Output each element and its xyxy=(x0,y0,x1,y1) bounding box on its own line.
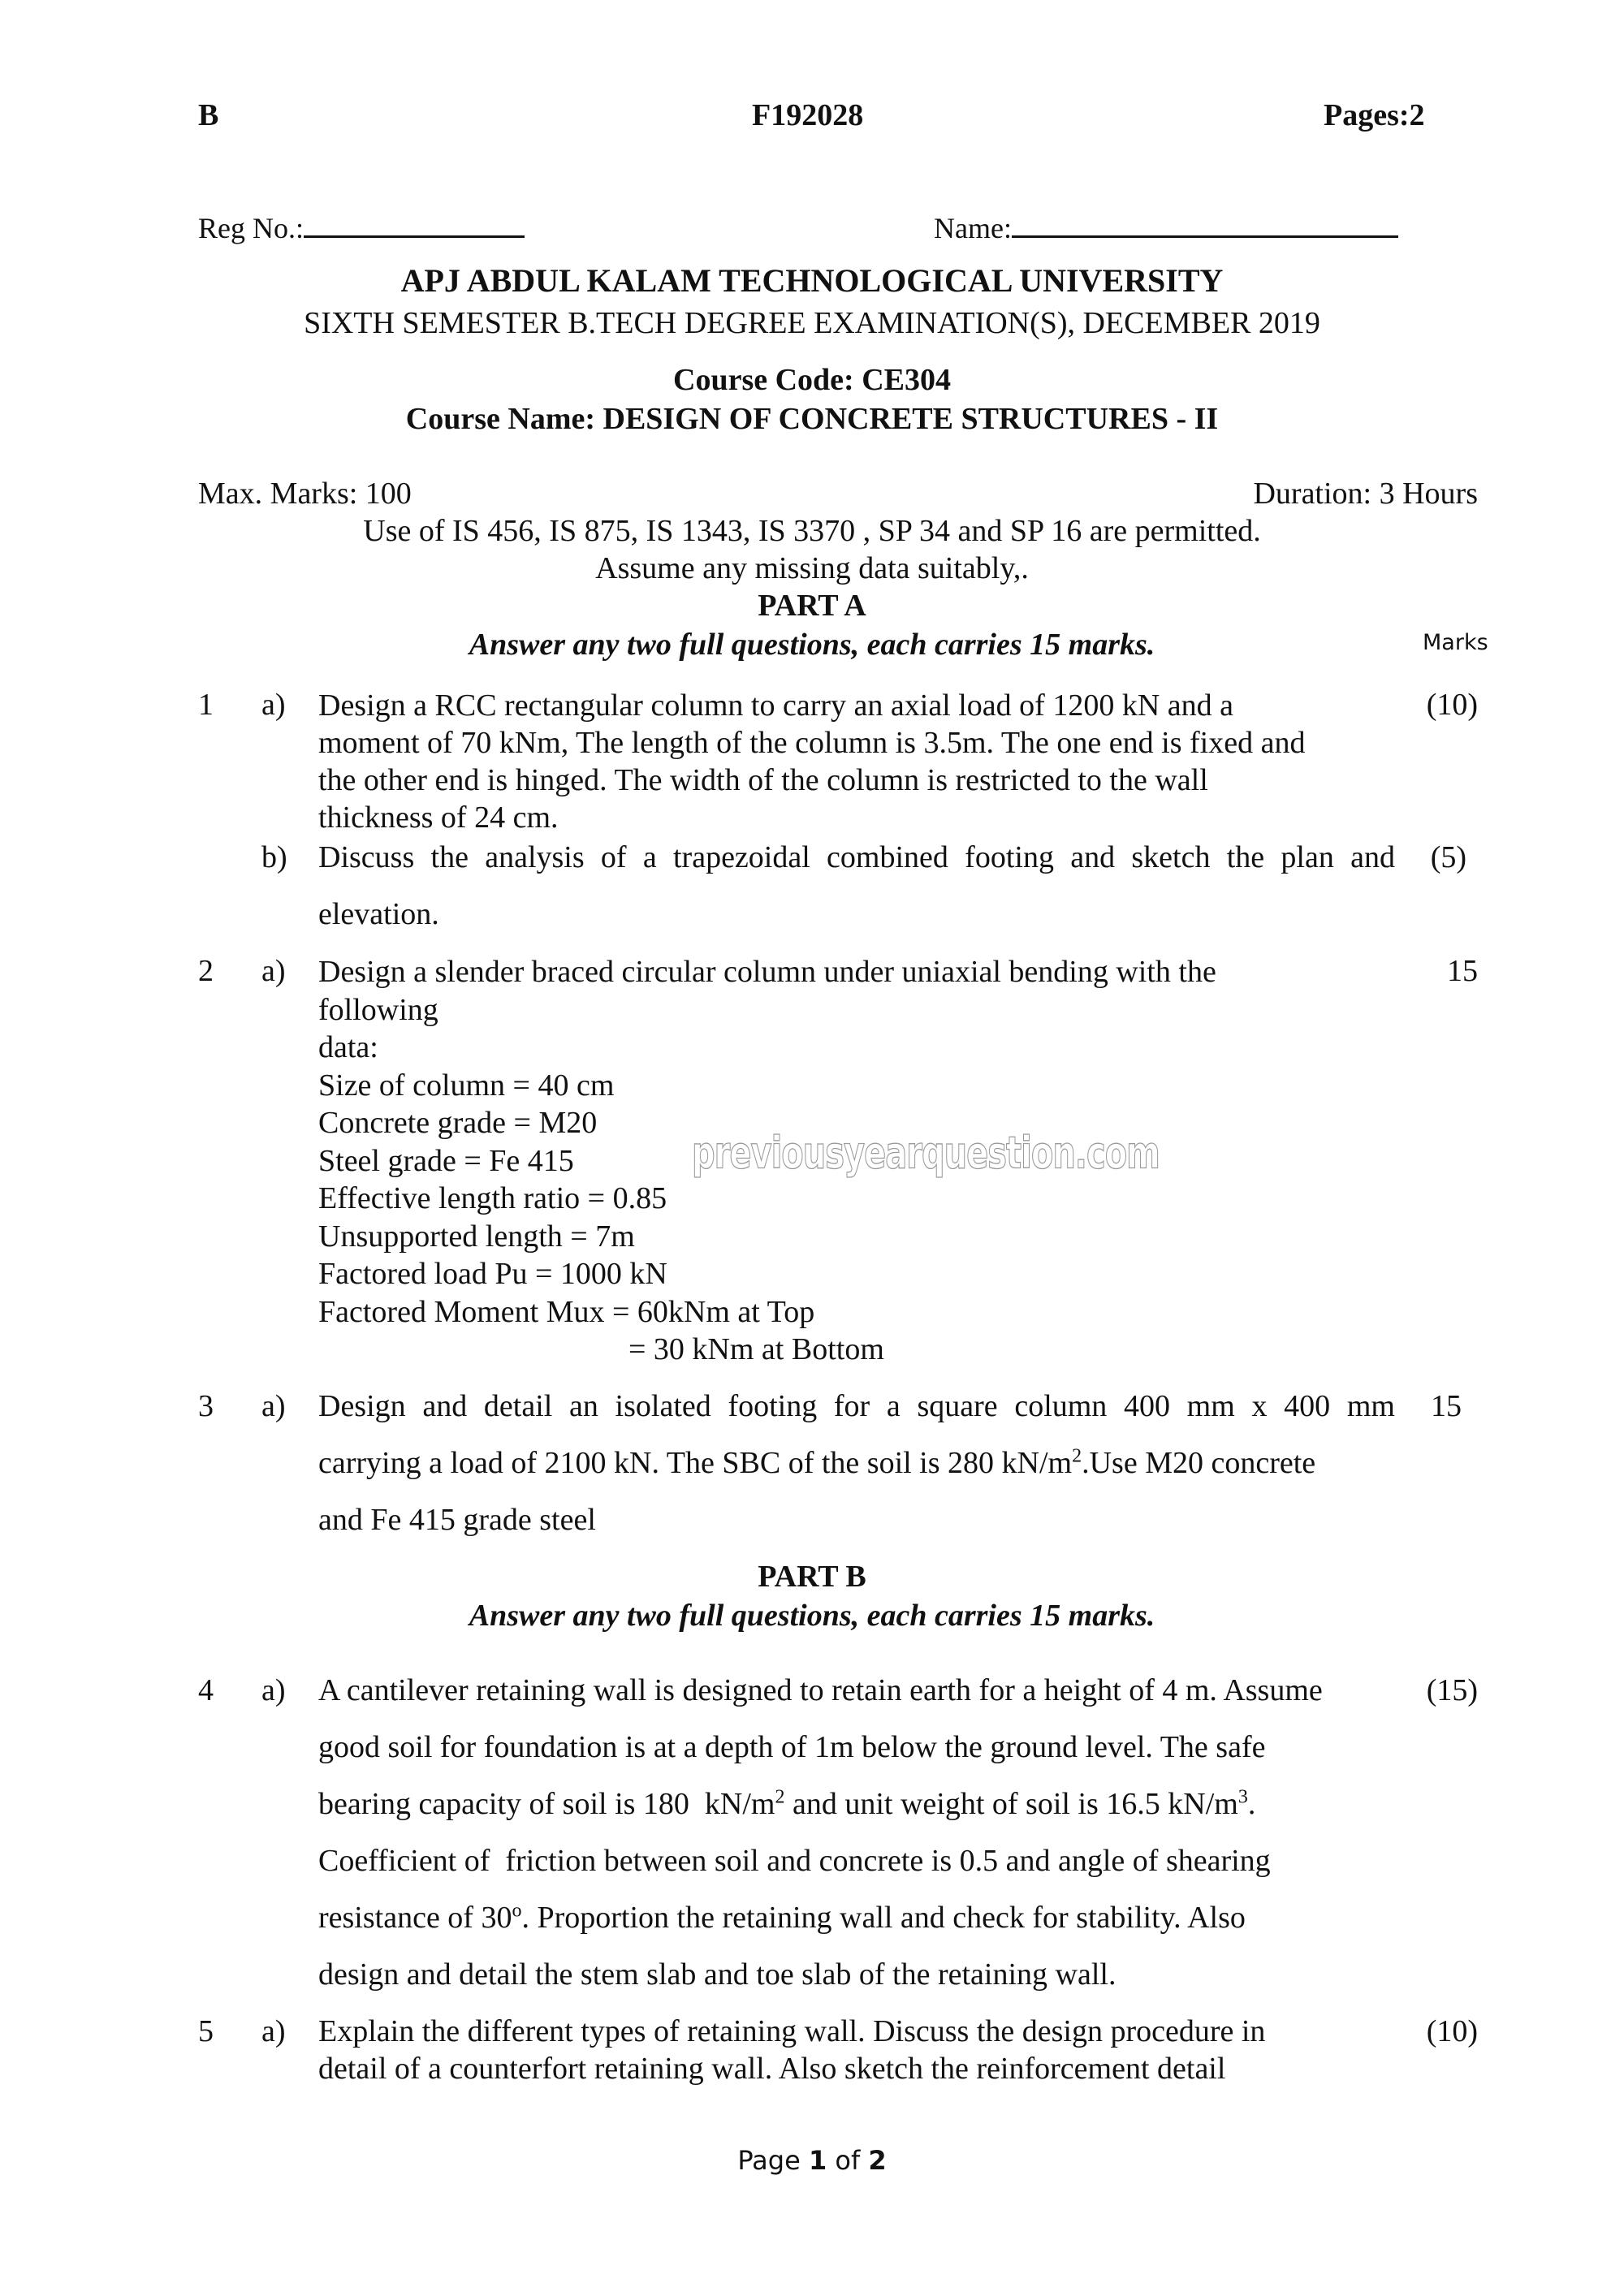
paper-code: F192028 xyxy=(752,98,864,132)
q4a-text: and unit weight of soil is 16.5 kN/m xyxy=(784,1787,1238,1821)
q4a-text: bearing capacity of soil is 180 kN/m xyxy=(318,1787,775,1821)
page-count: Pages:2 xyxy=(1324,98,1425,132)
q4a-label: a) xyxy=(261,1673,286,1707)
q4-number: 4 xyxy=(198,1673,214,1707)
q2a-line: Effective length ratio = 0.85 xyxy=(318,1181,667,1215)
university-title: APJ ABDUL KALAM TECHNOLOGICAL UNIVERSITY xyxy=(400,262,1224,299)
q2a-line: Design a slender braced circular column under uniaxial bending with the xyxy=(318,955,1216,989)
duration: Duration: 3 Hours xyxy=(1253,477,1478,511)
q2a-line: Steel grade = Fe 415 xyxy=(318,1143,574,1178)
reg-no-field xyxy=(198,208,525,245)
q3a-line: Design and detail an isolated footing for a square column 400 mm x 400 mm xyxy=(318,1389,1395,1423)
q1-number: 1 xyxy=(198,688,214,722)
q3a-text: .Use M20 concrete xyxy=(1082,1446,1316,1480)
course-name: Course Name: DESIGN OF CONCRETE STRUCTURES - II xyxy=(405,402,1219,436)
reg-no-label: Reg No.: xyxy=(198,212,304,244)
q1b-marks: (5) xyxy=(1430,840,1466,874)
q1b-label: b) xyxy=(261,840,287,874)
q1a-line: thickness of 24 cm. xyxy=(318,801,559,835)
q2a-line: Unsupported length = 7m xyxy=(318,1219,635,1254)
part-b-instruction: Answer any two full questions, each carries 15 marks. xyxy=(469,1599,1155,1633)
q5a-line: detail of a counterfort retaining wall. Also sketch the reinforcement detail xyxy=(318,2052,1226,2086)
q1a-line: the other end is hinged. The width of the column is restricted to the wall xyxy=(318,763,1208,797)
q5-marks: (10) xyxy=(1426,2014,1478,2048)
q2-marks: 15 xyxy=(1447,954,1478,988)
q2a-line: = 30 kNm at Bottom xyxy=(628,1332,884,1366)
set-letter: B xyxy=(198,98,219,132)
marks-header: Marks xyxy=(1423,630,1488,655)
page-footer xyxy=(0,2145,1624,2176)
q4a-superscript: 3 xyxy=(1237,1786,1248,1808)
q2a-line: Factored load Pu = 1000 kN xyxy=(318,1257,667,1291)
footer-page-total: 2 xyxy=(868,2145,887,2176)
part-a-instruction: Answer any two full questions, each carries 15 marks. xyxy=(469,628,1155,662)
q4a-line xyxy=(318,1900,1246,1936)
q4a-line: good soil for foundation is at a depth of 1m below the ground level. The safe xyxy=(318,1730,1266,1764)
q4a-line: design and detail the stem slab and toe slab of the retaining wall. xyxy=(318,1957,1116,1992)
q1a-marks: (10) xyxy=(1426,688,1478,722)
permitted-codes: Use of IS 456, IS 875, IS 1343, IS 3370 , SP 34 and SP 16 are permitted. xyxy=(363,514,1261,548)
q3-marks: 15 xyxy=(1431,1389,1462,1423)
watermark: previousyearquestion.com xyxy=(692,1129,1160,1180)
q3a-superscript: 2 xyxy=(1072,1445,1082,1467)
q4a-line: A cantilever retaining wall is designed to retain earth for a height of 4 m. Assume xyxy=(318,1673,1323,1707)
q4a-superscript: 2 xyxy=(775,1786,785,1808)
q4a-line: Coefficient of friction between soil and concrete is 0.5 and angle of shearing xyxy=(318,1844,1271,1878)
exam-title: SIXTH SEMESTER B.TECH DEGREE EXAMINATION(S), DECEMBER 2019 xyxy=(304,306,1320,340)
q5-number: 5 xyxy=(198,2014,214,2048)
name-field xyxy=(934,208,1398,245)
footer-text: of xyxy=(827,2145,869,2176)
q1a-text xyxy=(318,687,1305,836)
q2a-line: Factored Moment Mux = 60kNm at Top xyxy=(318,1294,815,1329)
part-b-title: PART B xyxy=(758,1560,866,1594)
q4a-line xyxy=(318,1786,1255,1822)
q4a-text: resistance of 30 xyxy=(318,1901,512,1935)
part-a-title: PART A xyxy=(758,589,866,623)
q2-number: 2 xyxy=(198,954,214,988)
q1b-line: Discuss the analysis of a trapezoidal combined footing and sketch the plan and xyxy=(318,840,1395,874)
q3-number: 3 xyxy=(198,1389,214,1423)
q1a-line: moment of 70 kNm, The length of the column is 3.5m. The one end is fixed and xyxy=(318,726,1306,760)
q3a-line: and Fe 415 grade steel xyxy=(318,1503,596,1537)
q2a-line: Concrete grade = M20 xyxy=(318,1106,598,1140)
q1a-line: Design a RCC rectangular column to carry an axial load of 1200 kN and a xyxy=(318,688,1233,723)
footer-page-number: 1 xyxy=(808,2145,827,2176)
q2a-line: data: xyxy=(318,1030,378,1064)
q5a-label: a) xyxy=(261,2014,286,2048)
footer-text: Page xyxy=(737,2145,809,2176)
q4a-superscript: o xyxy=(512,1900,522,1922)
q2a-label: a) xyxy=(261,954,286,988)
q3a-text: carrying a load of 2100 kN. The SBC of the soil is 280 kN/m xyxy=(318,1446,1073,1480)
q2a-line: Size of column = 40 cm xyxy=(318,1068,615,1103)
q3a-line xyxy=(318,1445,1315,1481)
q4a-text: . xyxy=(1247,1787,1256,1821)
q1a-label: a) xyxy=(261,688,286,722)
q4-marks: (15) xyxy=(1426,1673,1478,1707)
name-label: Name: xyxy=(934,212,1012,244)
reg-no-blank xyxy=(304,208,525,238)
assume-note: Assume any missing data suitably,. xyxy=(595,551,1029,585)
q3a-label: a) xyxy=(261,1389,286,1423)
max-marks: Max. Marks: 100 xyxy=(198,477,412,511)
q1b-line: elevation. xyxy=(318,897,439,931)
name-blank xyxy=(1012,208,1398,238)
course-code: Course Code: CE304 xyxy=(673,363,951,397)
q2a-line: following xyxy=(318,992,438,1027)
q4a-text: . Proportion the retaining wall and check for stability. Also xyxy=(521,1901,1246,1935)
q5a-line: Explain the different types of retaining wall. Discuss the design procedure in xyxy=(318,2014,1266,2048)
